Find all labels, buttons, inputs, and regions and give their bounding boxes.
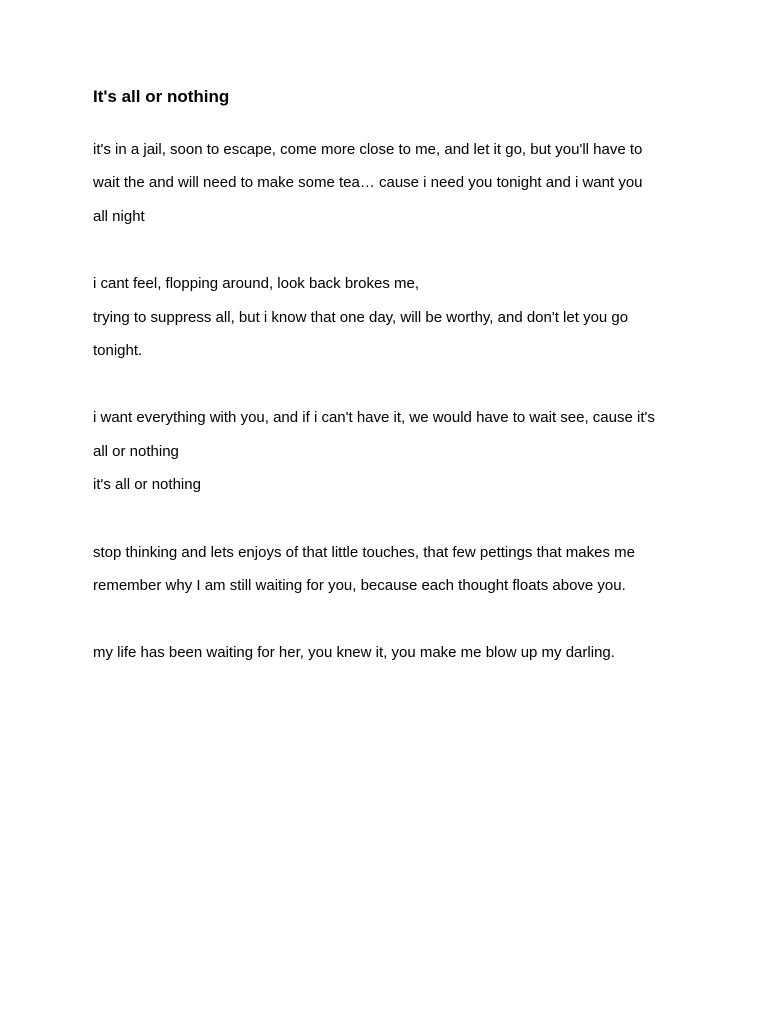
stanza-line: remember why I am still waiting for you, because each thought floats above you. [93, 577, 626, 595]
document-page [93, 84, 693, 704]
stanza-5 [93, 636, 693, 669]
stanza-line: trying to suppress all, but i know that one day, will be worthy, and don't let you go [93, 308, 629, 326]
stanza-4 [93, 536, 693, 603]
stanza-line: i want everything with you, and if i can't have it, we would have to wait see, cause it's [93, 409, 655, 427]
stanza-line: it's in a jail, soon to escape, come more close to me, and let it go, but you'll have to [93, 141, 643, 158]
stanza-line: all night [93, 207, 145, 225]
stanza-line: all or nothing [93, 442, 179, 460]
stanza-line: stop thinking and lets enjoys of that little touches, that few pettings that makes me [93, 543, 635, 561]
stanza-line: my life has been waiting for her, you knew it, you make me blow up my darling. [93, 644, 615, 662]
stanza-line: i cant feel, flopping around, look back brokes me, [93, 275, 420, 293]
stanza-line: tonight. [93, 342, 143, 360]
document-title: It's all or nothing [93, 87, 230, 106]
stanza-1 [93, 133, 693, 233]
stanza-2 [93, 267, 693, 367]
stanza-3 [93, 401, 693, 501]
stanza-line: wait the and will need to make some tea… cause i need you tonight and i want you [93, 174, 643, 192]
stanza-line: it's all or nothing [93, 476, 201, 494]
